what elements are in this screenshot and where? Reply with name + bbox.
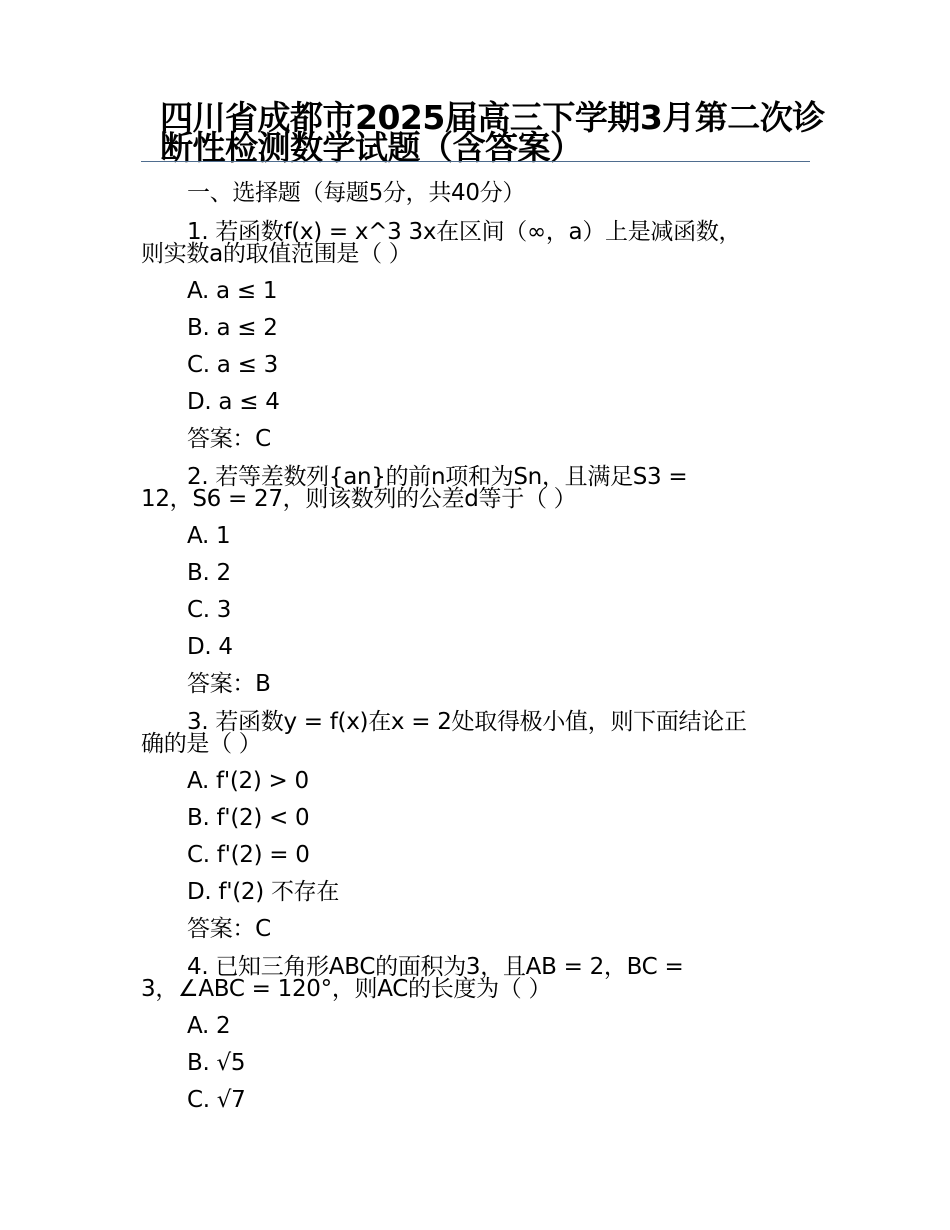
- question-3-answer: 答案：C: [187, 916, 271, 942]
- question-1-option-d: D. a ≤ 4: [187, 389, 280, 415]
- question-1-option-b: B. a ≤ 2: [187, 315, 278, 341]
- question-3-option-d: D. f'(2) 不存在: [187, 879, 340, 905]
- question-4-option-c: C. √7: [187, 1087, 246, 1113]
- question-2-option-d: D. 4: [187, 634, 233, 660]
- question-3-option-b: B. f'(2) < 0: [187, 805, 310, 831]
- question-3-stem-line2: 确的是（ ）: [141, 731, 262, 757]
- question-4-option-b: B. √5: [187, 1050, 246, 1076]
- question-3-stem-line1: 3. 若函数y = f(x)在x = 2处取得极小值，则下面结论正: [187, 709, 747, 735]
- question-2-option-c: C. 3: [187, 597, 232, 623]
- question-4-stem-line2: 3，∠ABC = 120°，则AC的长度为（ ）: [141, 976, 552, 1002]
- question-2-answer: 答案：B: [187, 671, 271, 697]
- question-2-option-b: B. 2: [187, 560, 231, 586]
- question-2-stem-line1: 2. 若等差数列{an}的前n项和为Sn，且满足S3 =: [187, 464, 688, 490]
- question-4-option-a: A. 2: [187, 1013, 231, 1039]
- question-4-stem-line1: 4. 已知三角形ABC的面积为3，且AB = 2，BC =: [187, 954, 684, 980]
- question-2-option-a: A. 1: [187, 523, 231, 549]
- title-underline: [141, 161, 810, 162]
- question-1-option-a: A. a ≤ 1: [187, 278, 278, 304]
- section-heading: 一、选择题（每题5分，共40分）: [187, 180, 526, 206]
- question-1-stem-line1: 1. 若函数f(x) = x^3 3x在区间（∞，a）上是减函数，: [187, 219, 742, 245]
- question-3-option-a: A. f'(2) > 0: [187, 768, 309, 794]
- question-3-option-c: C. f'(2) = 0: [187, 842, 310, 868]
- document-title: 四川省成都市2025届高三下学期3月第二次诊断性检测数学试题（含答案）: [160, 98, 825, 167]
- question-1-stem-line2: 则实数a的取值范围是（ ）: [141, 241, 412, 267]
- question-2-stem-line2: 12，S6 = 27，则该数列的公差d等于（ ）: [141, 486, 577, 512]
- question-1-option-c: C. a ≤ 3: [187, 352, 278, 378]
- question-1-answer: 答案：C: [187, 426, 271, 452]
